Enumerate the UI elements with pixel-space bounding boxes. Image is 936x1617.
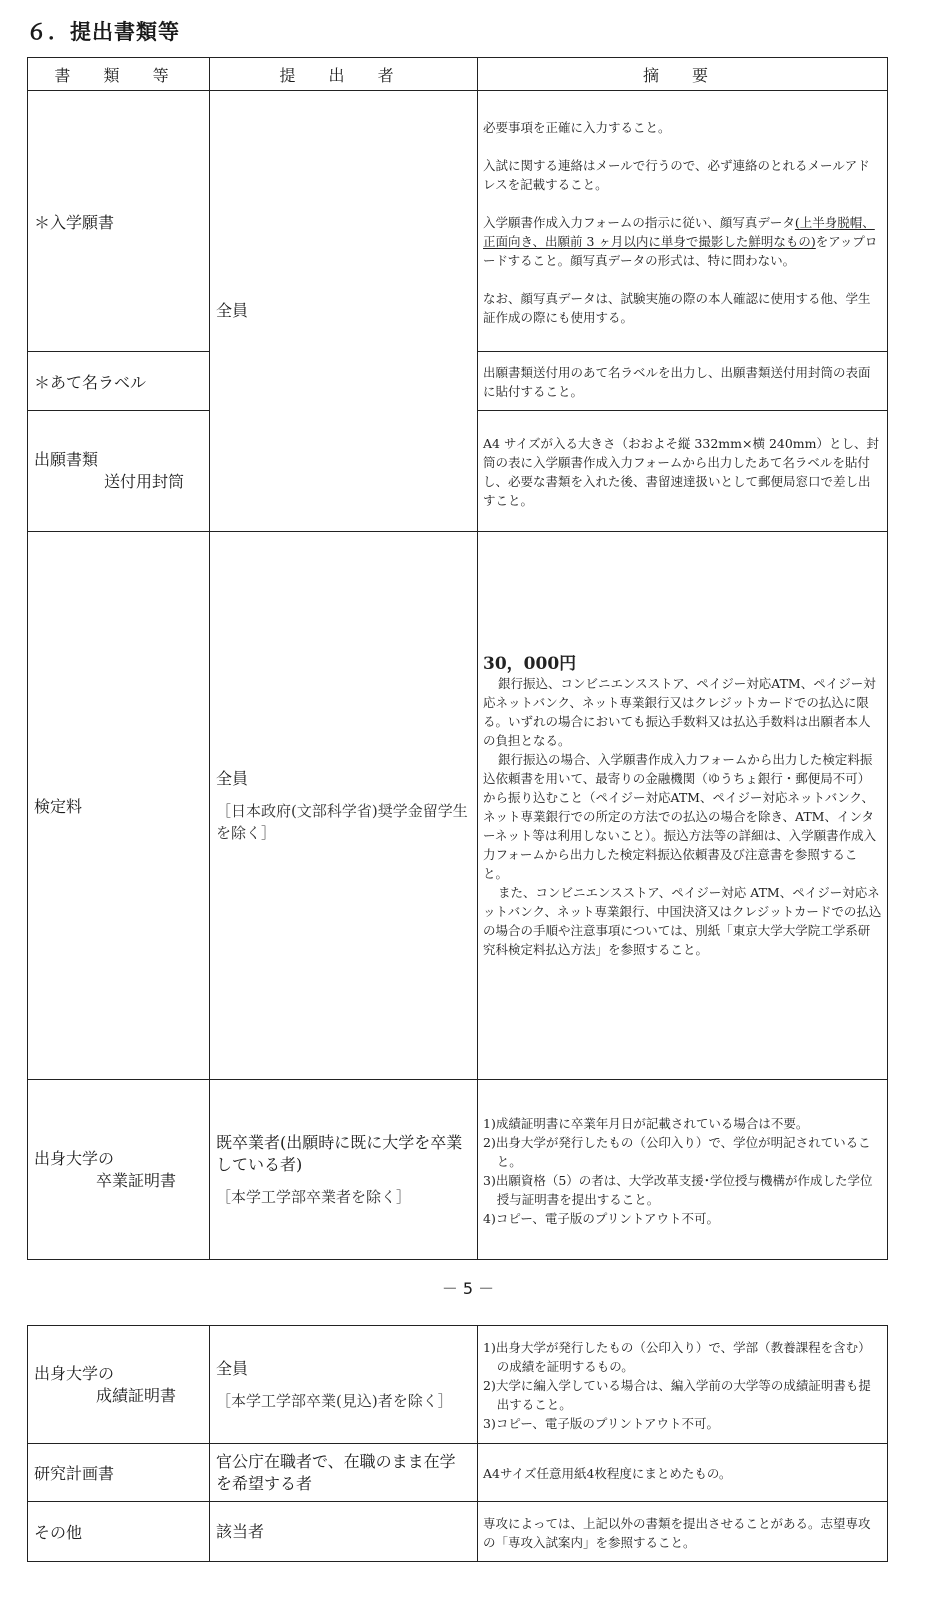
table-header-row bbox=[28, 58, 888, 91]
doc-application-form: ＊入学願書 bbox=[28, 91, 210, 352]
summary-text-part: をアップロードすること。顔写真データの形式は、特に問わない。 bbox=[483, 233, 878, 268]
submitter-transcript bbox=[210, 1326, 478, 1444]
submitter-text: 全員 bbox=[216, 1358, 249, 1378]
doc-name-line1: 出願書類 bbox=[34, 450, 99, 469]
list-item: 3)コピー、電子版のプリントアウト不可。 bbox=[483, 1416, 719, 1431]
submitter-other: 該当者 bbox=[210, 1502, 478, 1562]
summary-text: 銀行振込の場合、入学願書作成入力フォームから出力した検定料振込依頼書を用いて、最寄りの金融機関（ゆうちょ銀行・郵便局不可）から振り込むこと（ペイジー対応ATM、ペイジー対応ネットバンク、ネット専業銀行での所定の方法での払込の場合を除き、ATM、インターネット等は利用しないこと）。振込方法等の詳細は、入学願書作成入力フォームから出力した検定料振込依頼書及び注意書を参照すること。 bbox=[483, 751, 877, 881]
submitter-exclusion-note: ［本学工学部卒業(見込)者を除く］ bbox=[216, 1391, 453, 1410]
summary-research-plan: A4サイズ任意用紙4枚程度にまとめたもの。 bbox=[478, 1444, 888, 1502]
doc-name-line1: 出身大学の bbox=[34, 1363, 115, 1383]
summary-exam-fee bbox=[478, 532, 888, 1080]
doc-other: その他 bbox=[28, 1502, 210, 1562]
doc-name-line2: 卒業証明書 bbox=[96, 1170, 177, 1190]
list-item: 2)出身大学が発行したもの（公印入り）で、学位が明記されていること。 bbox=[483, 1134, 871, 1169]
header-submitter: 提 出 者 bbox=[210, 58, 478, 91]
submitter-exam-fee bbox=[210, 532, 478, 1080]
page-number: － 5 － bbox=[441, 1279, 495, 1298]
submitter-all-shared: 全員 bbox=[210, 91, 478, 532]
list-item: 1)出身大学が発行したもの（公印入り）で、学部（教養課程を含む）の成績を証明するもの。 bbox=[483, 1340, 871, 1374]
submitter-exclusion-note: ［日本政府(文部科学省)奨学金留学生を除く］ bbox=[216, 801, 468, 842]
header-summary: 摘 要 bbox=[478, 58, 888, 91]
table-row bbox=[28, 532, 888, 1080]
list-item: 2)大学に編入学している場合は、編入学前の大学等の成績証明書も提出すること。 bbox=[483, 1378, 871, 1412]
list-item: 1)成績証明書に卒業年月日が記載されている場合は不要。 bbox=[483, 1115, 809, 1131]
submitter-research-plan: 官公庁在職者で、在職のまま在学を希望する者 bbox=[210, 1444, 478, 1502]
documents-table-page5 bbox=[27, 57, 888, 1260]
table-row bbox=[28, 1080, 888, 1260]
summary-graduation bbox=[478, 1080, 888, 1260]
doc-address-label: ＊あて名ラベル bbox=[28, 352, 210, 411]
submitter-text: 全員 bbox=[216, 768, 249, 788]
list-item: 4)コピー、電子版のプリントアウト不可。 bbox=[483, 1210, 719, 1226]
summary-text: 必要事項を正確に入力すること。 bbox=[483, 119, 671, 135]
doc-research-plan: 研究計画書 bbox=[28, 1444, 210, 1502]
submitter-text: 既卒業者(出願時に既に大学を卒業している者) bbox=[216, 1132, 463, 1174]
summary-text bbox=[483, 213, 882, 270]
summary-application-form bbox=[478, 91, 888, 352]
photo-requirements-underlined: (上半身脱帽、正面向き、出願前 3 ヶ月以内に単身で撮影した鮮明なもの) bbox=[483, 214, 875, 249]
table-row bbox=[28, 91, 888, 352]
table-row bbox=[28, 1444, 888, 1502]
doc-envelope bbox=[28, 411, 210, 532]
doc-exam-fee: 検定料 bbox=[28, 532, 210, 1080]
fee-amount: 30，000円 bbox=[483, 653, 577, 674]
summary-other: 専攻によっては、上記以外の書類を提出させることがある。志望専攻の「専攻入試案内」を参照すること。 bbox=[478, 1502, 888, 1562]
table-row bbox=[28, 1502, 888, 1562]
table-row bbox=[28, 1326, 888, 1444]
summary-text: なお、顔写真データは、試験実施の際の本人確認に使用する他、学生証作成の際にも使用する。 bbox=[483, 290, 871, 325]
submitter-graduation bbox=[210, 1080, 478, 1260]
list-item: 3)出願資格（5）の者は、大学改革支援･学位授与機構が作成した学位授与証明書を提出すること。 bbox=[483, 1172, 873, 1207]
doc-name-line2: 送付用封筒 bbox=[104, 472, 185, 491]
header-documents: 書 類 等 bbox=[28, 58, 210, 91]
submitter-exclusion-note: ［本学工学部卒業者を除く］ bbox=[216, 1187, 412, 1206]
summary-text: また、コンビニエンスストア、ペイジー対応 ATM、ペイジー対応ネットバンク、ネット専業銀行、中国決済又はクレジットカードでの払込の場合の手順や注意事項については、別紙「東京大学大学院工学系研究科検定料払込方法」を参照すること。 bbox=[483, 884, 882, 957]
summary-text: 入試に関する連絡はメールで行うので、必ず連絡のとれるメールアドレスを記載すること。 bbox=[483, 157, 870, 192]
summary-address-label: 出願書類送付用のあて名ラベルを出力し、出願書類送付用封筒の表面に貼付すること。 bbox=[478, 352, 888, 411]
doc-name-line1: 出身大学の bbox=[34, 1148, 115, 1168]
summary-envelope: A4 サイズが入る大きさ（おおよそ縦 332mm×横 240mm）とし、封筒の表に入学願書作成入力フォームから出力したあて名ラベルを貼付し、必要な書類を入れた後、書留速達扱いとして郵便局窓口で差し出すこと。 bbox=[478, 411, 888, 532]
doc-name-line2: 成績証明書 bbox=[96, 1385, 177, 1405]
section-title: ６．提出書類等 bbox=[26, 20, 180, 44]
summary-text: 銀行振込、コンビニエンスストア、ペイジー対応ATM、ペイジー対応ネットバンク、ネット専業銀行又はクレジットカードでの払込に限る。いずれの場合においても振込手数料又は払込手数料は出願者本人の負担となる。 bbox=[483, 675, 876, 748]
doc-graduation-certificate bbox=[28, 1080, 210, 1260]
summary-transcript bbox=[478, 1326, 888, 1444]
summary-text-part: 入学願書作成入力フォームの指示に従い、顔写真データ bbox=[483, 214, 795, 230]
documents-table-page6 bbox=[27, 1325, 888, 1562]
doc-transcript bbox=[28, 1326, 210, 1444]
